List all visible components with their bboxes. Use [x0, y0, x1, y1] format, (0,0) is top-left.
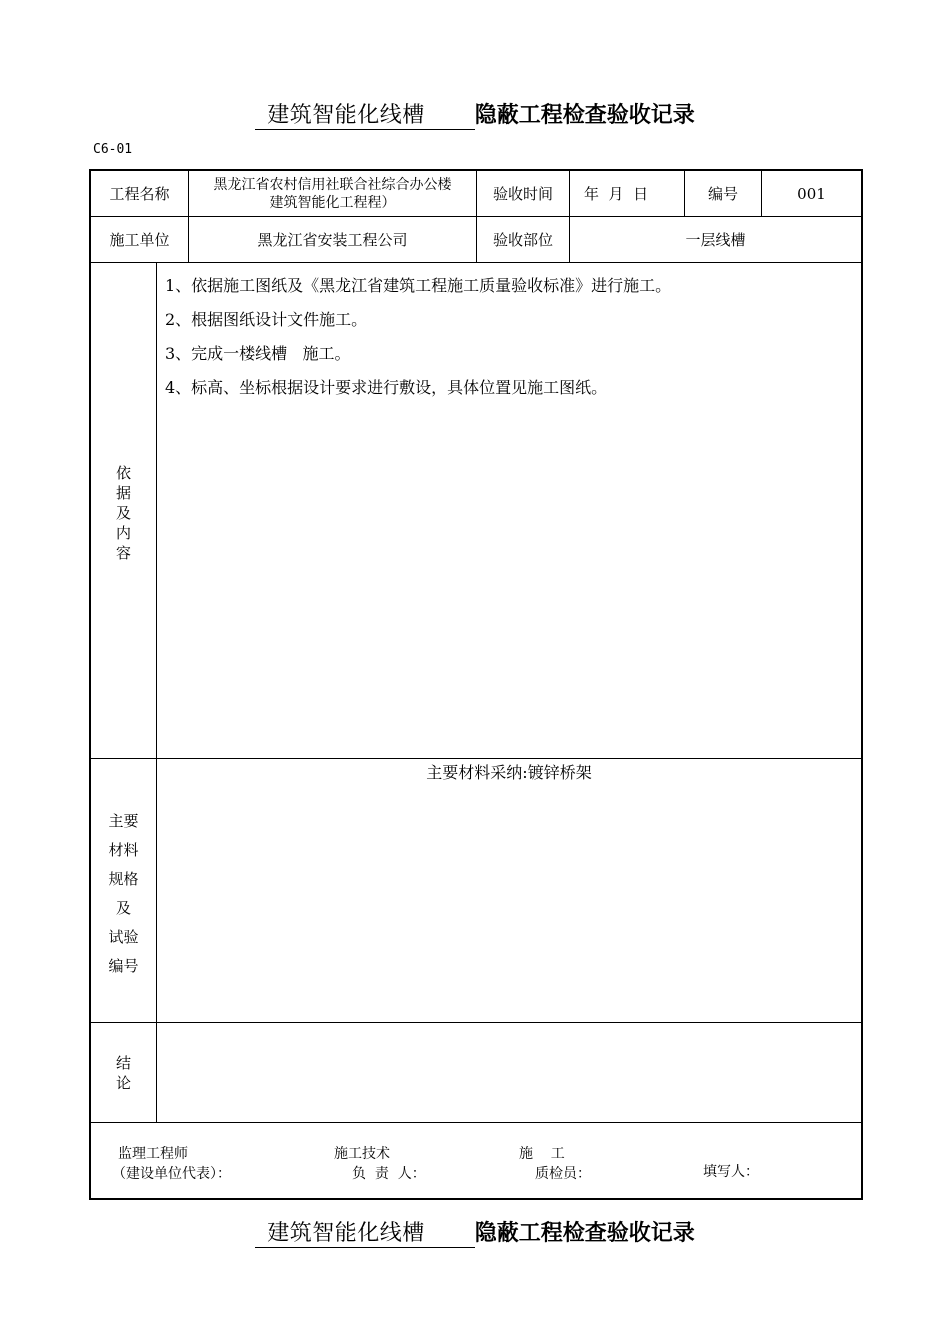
- project-name-label: 工程名称: [109, 185, 170, 203]
- number-value: 001: [797, 184, 826, 203]
- form-code: C6-01: [93, 142, 133, 157]
- accept-part-label: 验收部位: [492, 231, 553, 249]
- basis-item: 4、标高、坐标根据设计要求进行敷设，具体位置见施工图纸。: [165, 378, 608, 397]
- page-title: [0, 98, 950, 130]
- footer-title-subject: 建筑智能化线槽: [255, 1216, 475, 1248]
- title-subject: 建筑智能化线槽: [255, 98, 475, 130]
- project-name-line2: 建筑智能化工程程）: [269, 194, 396, 211]
- materials-label: 主要 材料 规格 及 试验 编号: [108, 812, 139, 975]
- tech-lead-signature-label: 施工技术 负 责 人：: [334, 1146, 426, 1182]
- basis-item: 2、根据图纸设计文件施工。: [165, 310, 368, 329]
- footer-title-form-name: 隐蔽工程检查验收记录: [474, 1221, 695, 1246]
- filler-signature-label: 填写人：: [703, 1164, 759, 1180]
- contractor-value: 黑龙江省安装工程公司: [257, 231, 408, 249]
- basis-label: 依 据 及 内 容: [115, 464, 131, 562]
- accept-time-label: 验收时间: [492, 185, 553, 203]
- contractor-label: 施工单位: [109, 231, 170, 249]
- basis-item: 1、依据施工图纸及《黑龙江省建筑工程施工质量验收标准》进行施工。: [165, 276, 672, 295]
- footer-title: [0, 1216, 950, 1248]
- quality-inspector-signature-label: 施 工 质检员：: [519, 1146, 591, 1182]
- title-form-name: 隐蔽工程检查验收记录: [474, 103, 695, 128]
- accept-time-value: 年 月 日: [584, 185, 649, 203]
- basis-item: 3、完成一楼线槽 施工。: [165, 344, 351, 363]
- supervisor-signature-label: 监理工程师 （建设单位代表）：: [112, 1146, 231, 1182]
- basis-content: [165, 269, 671, 405]
- inspection-form: [89, 169, 863, 1200]
- conclusion-label: 结 论: [115, 1054, 131, 1092]
- number-label: 编号: [707, 185, 738, 203]
- accept-part-value: 一层线槽: [685, 231, 746, 249]
- project-name-value: [189, 171, 476, 216]
- materials-content: 主要材料采纳:镀锌桥架: [426, 763, 592, 782]
- project-name-line1: 黑龙江省农村信用社联合社综合办公楼: [213, 176, 452, 193]
